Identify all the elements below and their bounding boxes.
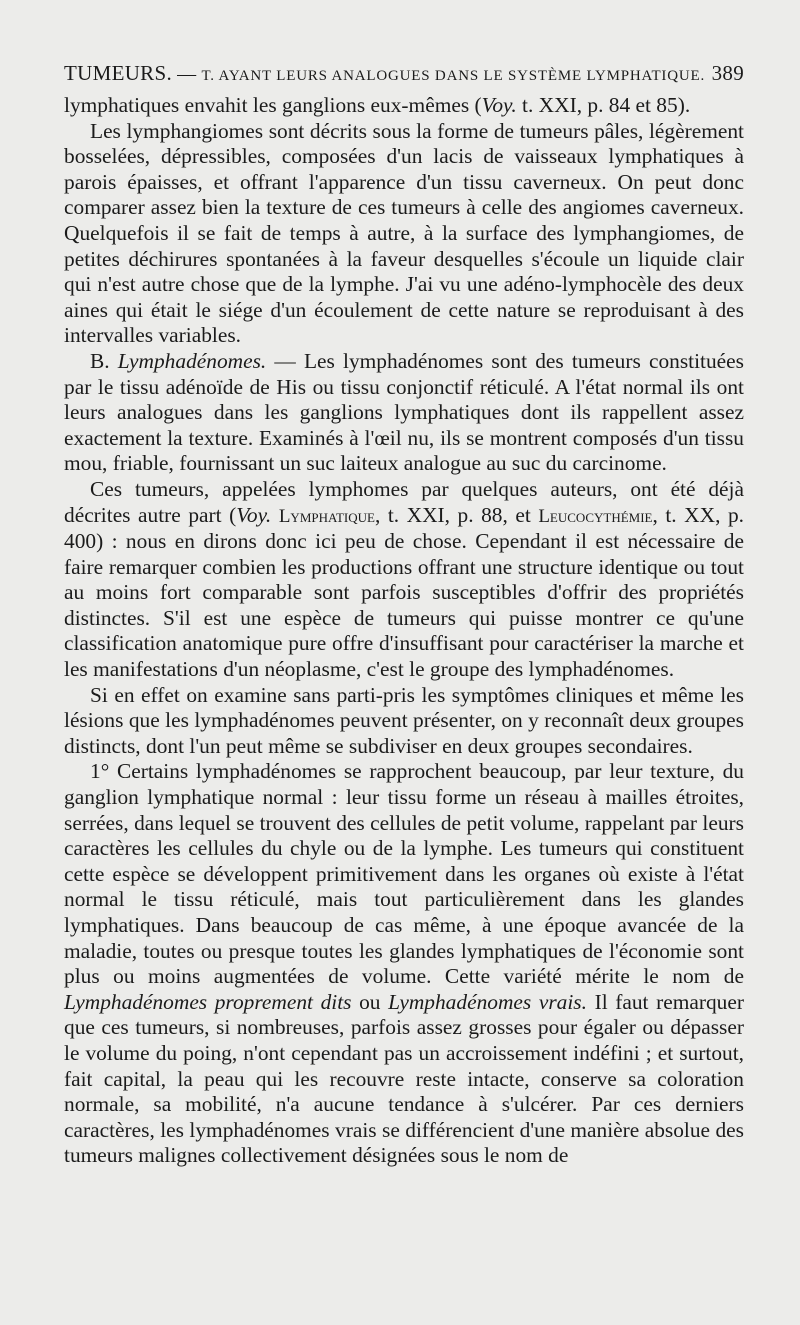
text-run: , t. XX, p. 400) : nous en dirons donc ici peu de chose. Cependant il est nécessaire de faire remarquer combien les productions offrant une structure identique ou tout au moins fort comparable sont parfois susceptibles d'offrir des propriétés distinctes. S'il est une espèce de tumeurs qui puisse montrer ce qu'une classification anatomique pure offre d'insuffisant pour caractériser la marche et les manifestations d'un néoplasme, c'est le groupe des lymphadénomes. bbox=[64, 502, 744, 682]
running-header bbox=[64, 58, 744, 91]
italic-text: Lymphadénomes vrais. bbox=[388, 989, 587, 1014]
text-run: — Les lymphadénomes sont des tumeurs constituées par le tissu adénoïde de His ou tissu conjonctif réticulé. A l'état normal ils ont leurs analogues dans les ganglions lymphatiques dont ils rappellent assez exactement la texture. Examinés à l'œil nu, ils se montrent composés d'un tissu mou, friable, fournissant un suc laiteux analogue au suc du carcinome. bbox=[64, 348, 744, 476]
text-run: Si en effet on examine sans parti-pris les symptômes cliniques et même les lésions que les lymphadénomes peuvent présenter, on y reconnaît deux groupes distincts, dont l'un peut même se subdiviser en deux groupes secondaires. bbox=[64, 682, 744, 758]
text-run: Il faut remarquer que ces tumeurs, si nombreuses, parfois assez grosses pour égaler ou dépasser le volume du poing, n'ont cependant pas un accroissement indéfini ; et surtout, fait capital, la peau qui les recouvre reste intacte, conserve sa coloration normale, sa mobilité, n'a aucune tendance à s'ulcérer. Par ces derniers caractères, les lymphadénomes vrais se différencient d'une manière absolue des tumeurs malignes collectivement désignées sous le nom de bbox=[64, 989, 744, 1168]
italic-text: Voy. bbox=[236, 502, 272, 527]
paragraph bbox=[64, 349, 744, 477]
text-run: , t. XXI, p. 88, et bbox=[374, 502, 539, 527]
small-caps-text: Lymphatique bbox=[278, 505, 375, 527]
text-run bbox=[271, 503, 279, 527]
paragraph bbox=[64, 477, 744, 683]
text-run: t. XXI, p. 84 et 85). bbox=[516, 93, 691, 117]
italic-text: Lymphadénomes. bbox=[117, 348, 267, 373]
page-body bbox=[64, 93, 744, 1169]
header-subtitle: T. AYANT LEURS ANALOGUES DANS LE SYSTÈME LYMPHATIQUE. bbox=[201, 68, 705, 84]
header-title: TUMEURS. bbox=[64, 61, 172, 85]
text-run: B. bbox=[90, 348, 118, 373]
paragraph bbox=[64, 759, 744, 1169]
small-caps-text: Leucocythémie bbox=[538, 505, 653, 527]
page-number: 389 bbox=[711, 61, 744, 85]
header-dash: — bbox=[177, 64, 197, 85]
text-run: lymphatiques envahit les ganglions eux-mêmes ( bbox=[64, 93, 482, 117]
text-run: Ces tumeurs, appelées lymphomes par quelques auteurs, ont été déjà décrites autre part ( bbox=[64, 476, 744, 527]
italic-text: Voy. bbox=[481, 93, 517, 117]
text-run: Les lymphangiomes sont décrits sous la forme de tumeurs pâles, légèrement bosselées, dépressibles, composées d'un lacis de vaisseaux lymphatiques à parois épaisses, et offrant l'apparence d'un tissu caverneux. On peut donc comparer assez bien la texture de ces tumeurs à celle des angiomes caverneux. Quelquefois il se fait de temps à autre, à la surface des lymphangiomes, de petites déchirures spontanées à la faveur desquelles s'écoule un liquide clair qui n'est autre chose que de la lymphe. J'ai vu une adéno-lymphocèle des deux aines qui était le siége d'un écoulement de cette nature se reproduisant à des intervalles variables. bbox=[64, 118, 744, 348]
text-run: ou bbox=[351, 989, 389, 1014]
paragraph bbox=[64, 683, 744, 760]
text-run: 1° Certains lymphadénomes se rapprochent beaucoup, par leur texture, du ganglion lymphatique normal : leur tissu forme un réseau à mailles étroites, serrées, dans lequel se trouvent des cellules de petit volume, rappelant par leurs caractères les cellules du chyle ou de la lymphe. Les tumeurs qui constituent cette espèce se développent primitivement dans les organes où existe à l'état normal le tissu réticulé, mais tout particulièrement dans les glandes lymphatiques. Dans beaucoup de cas même, à une époque avancée de la maladie, toutes ou presque toutes les glandes lymphatiques de l'économie sont plus ou moins augmentées de volume. Cette variété mérite le nom de bbox=[64, 759, 744, 989]
paragraph bbox=[64, 119, 744, 349]
paragraph bbox=[64, 93, 744, 119]
italic-text: Lymphadénomes proprement dits bbox=[64, 989, 352, 1014]
